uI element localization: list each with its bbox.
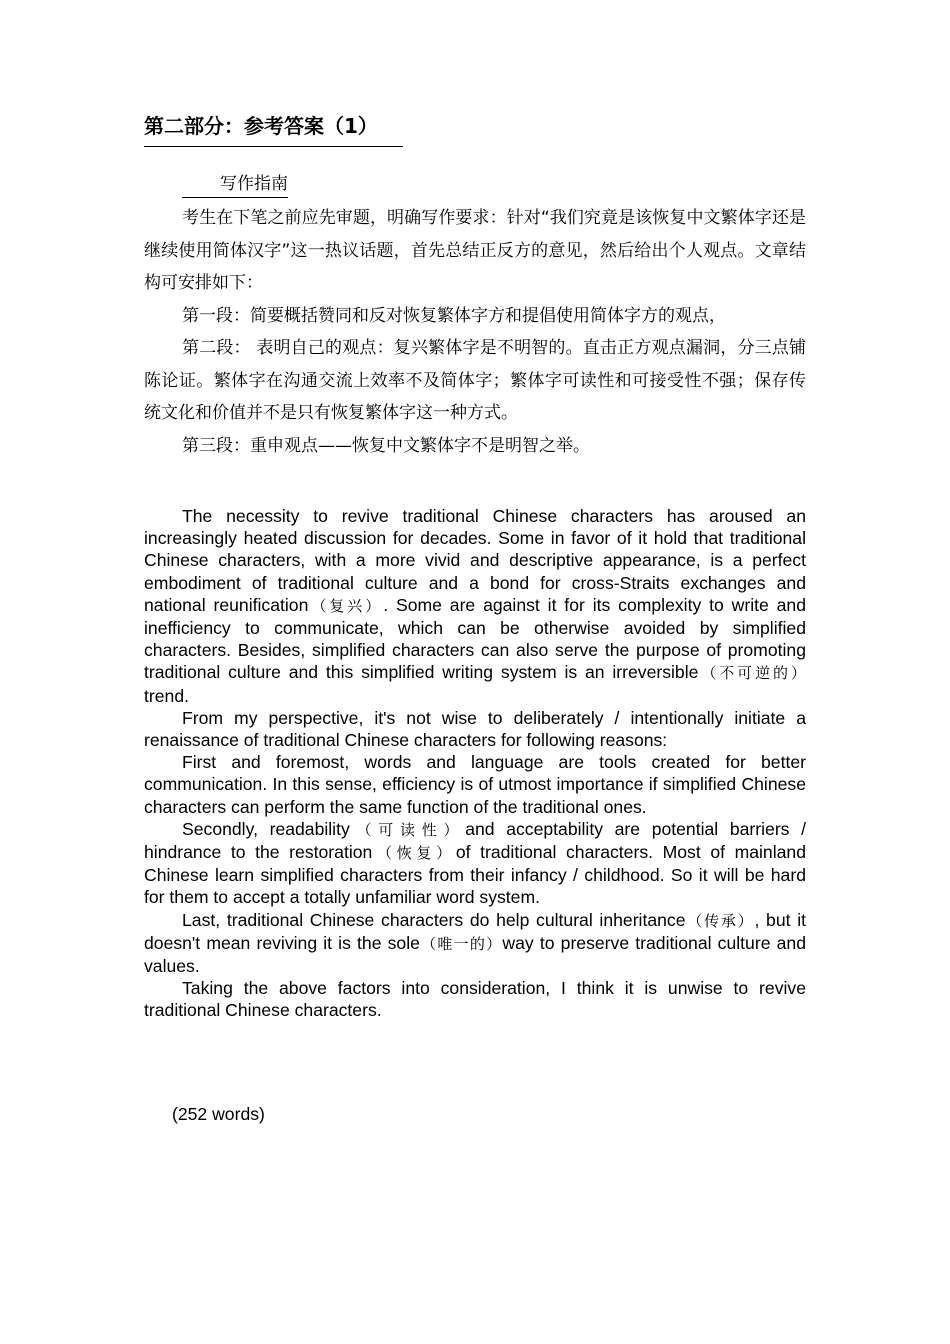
document-page bbox=[144, 0, 806, 1344]
gloss-sole: （唯一的） bbox=[419, 934, 503, 953]
part-title: 第二部分：参考答案（1） bbox=[144, 112, 403, 147]
essay-paragraph-5: Last, traditional Chinese characters do help cultural inheritance（传承）, but it doesn't mean reviving it is the sole（唯一的）way to preserve traditional culture and values. bbox=[144, 909, 806, 977]
essay-paragraph-6: Taking the above factors into consideration, I think it is unwise to revive traditional Chinese characters. bbox=[144, 978, 806, 1021]
guide-paragraph-intro: 考生在下笔之前应先审题，明确写作要求：针对“我们究竟是该恢复中文繁体字还是继续使用简体汉字”这一热议话题，首先总结正反方的意见，然后给出个人观点。文章结构可安排如下： bbox=[144, 208, 806, 293]
guide-paragraph-1: 第一段：简要概括赞同和反对恢复繁体字方和提倡使用简体字方的观点， bbox=[182, 305, 726, 326]
guide-title: 写作指南 bbox=[182, 171, 288, 198]
essay-paragraph-1: The necessity to revive traditional Chinese characters has aroused an increasingly heated discussion for decades. Some in favor of it hold that traditional Chinese characters, with a more vivid and descriptive appearance, is a perfect embodiment of traditional culture and a bond for cross-Straits exchanges and national reunification（复兴）. Some are against it for its complexity to write and inefficiency to communicate, which can be otherwise avoided by simplified characters. Besides, simplified characters can also serve the purpose of promoting traditional culture and this simplified writing system is an irreversible（不可逆的）trend. bbox=[144, 506, 806, 706]
essay-paragraph-3: First and foremost, words and language are tools created for better communication. In this sense, efficiency is of utmost importance if simplified Chinese characters can perform the same function of the traditional ones. bbox=[144, 752, 806, 817]
essay-paragraph-2: From my perspective, it's not wise to deliberately / intentionally initiate a renaissance of traditional Chinese characters for following reasons: bbox=[144, 707, 806, 751]
writing-guide bbox=[144, 168, 806, 462]
gloss-inheritance: （传承） bbox=[685, 911, 755, 930]
gloss-readability: （可读性） bbox=[349, 820, 466, 839]
guide-paragraph-3: 第三段：重申观点——恢复中文繁体字不是明智之举。 bbox=[182, 435, 590, 456]
model-essay bbox=[144, 505, 806, 1022]
essay-paragraph-4: Secondly, readability（可读性）and acceptability are potential barriers / hindrance to the restoration（恢复）of traditional characters. Most of mainland Chinese learn simplified characters from their infancy / childhood. So it will be hard for them to accept a totally unfamiliar word system. bbox=[144, 818, 806, 908]
gloss-restoration: （恢复） bbox=[372, 844, 456, 863]
guide-paragraph-2: 第二段： 表明自己的观点：复兴繁体字是不明智的。直击正方观点漏洞，分三点铺陈论证。繁体字在沟通交流上效率不及简体字；繁体字可读性和可接受性不强；保存传统文化和价值并不是只有恢复繁体字这一种方式。 bbox=[144, 338, 806, 423]
gloss-irreversible: （不可逆的） bbox=[698, 664, 806, 683]
word-count: (252 words) bbox=[172, 1104, 265, 1124]
gloss-revive: （复兴） bbox=[308, 596, 384, 615]
